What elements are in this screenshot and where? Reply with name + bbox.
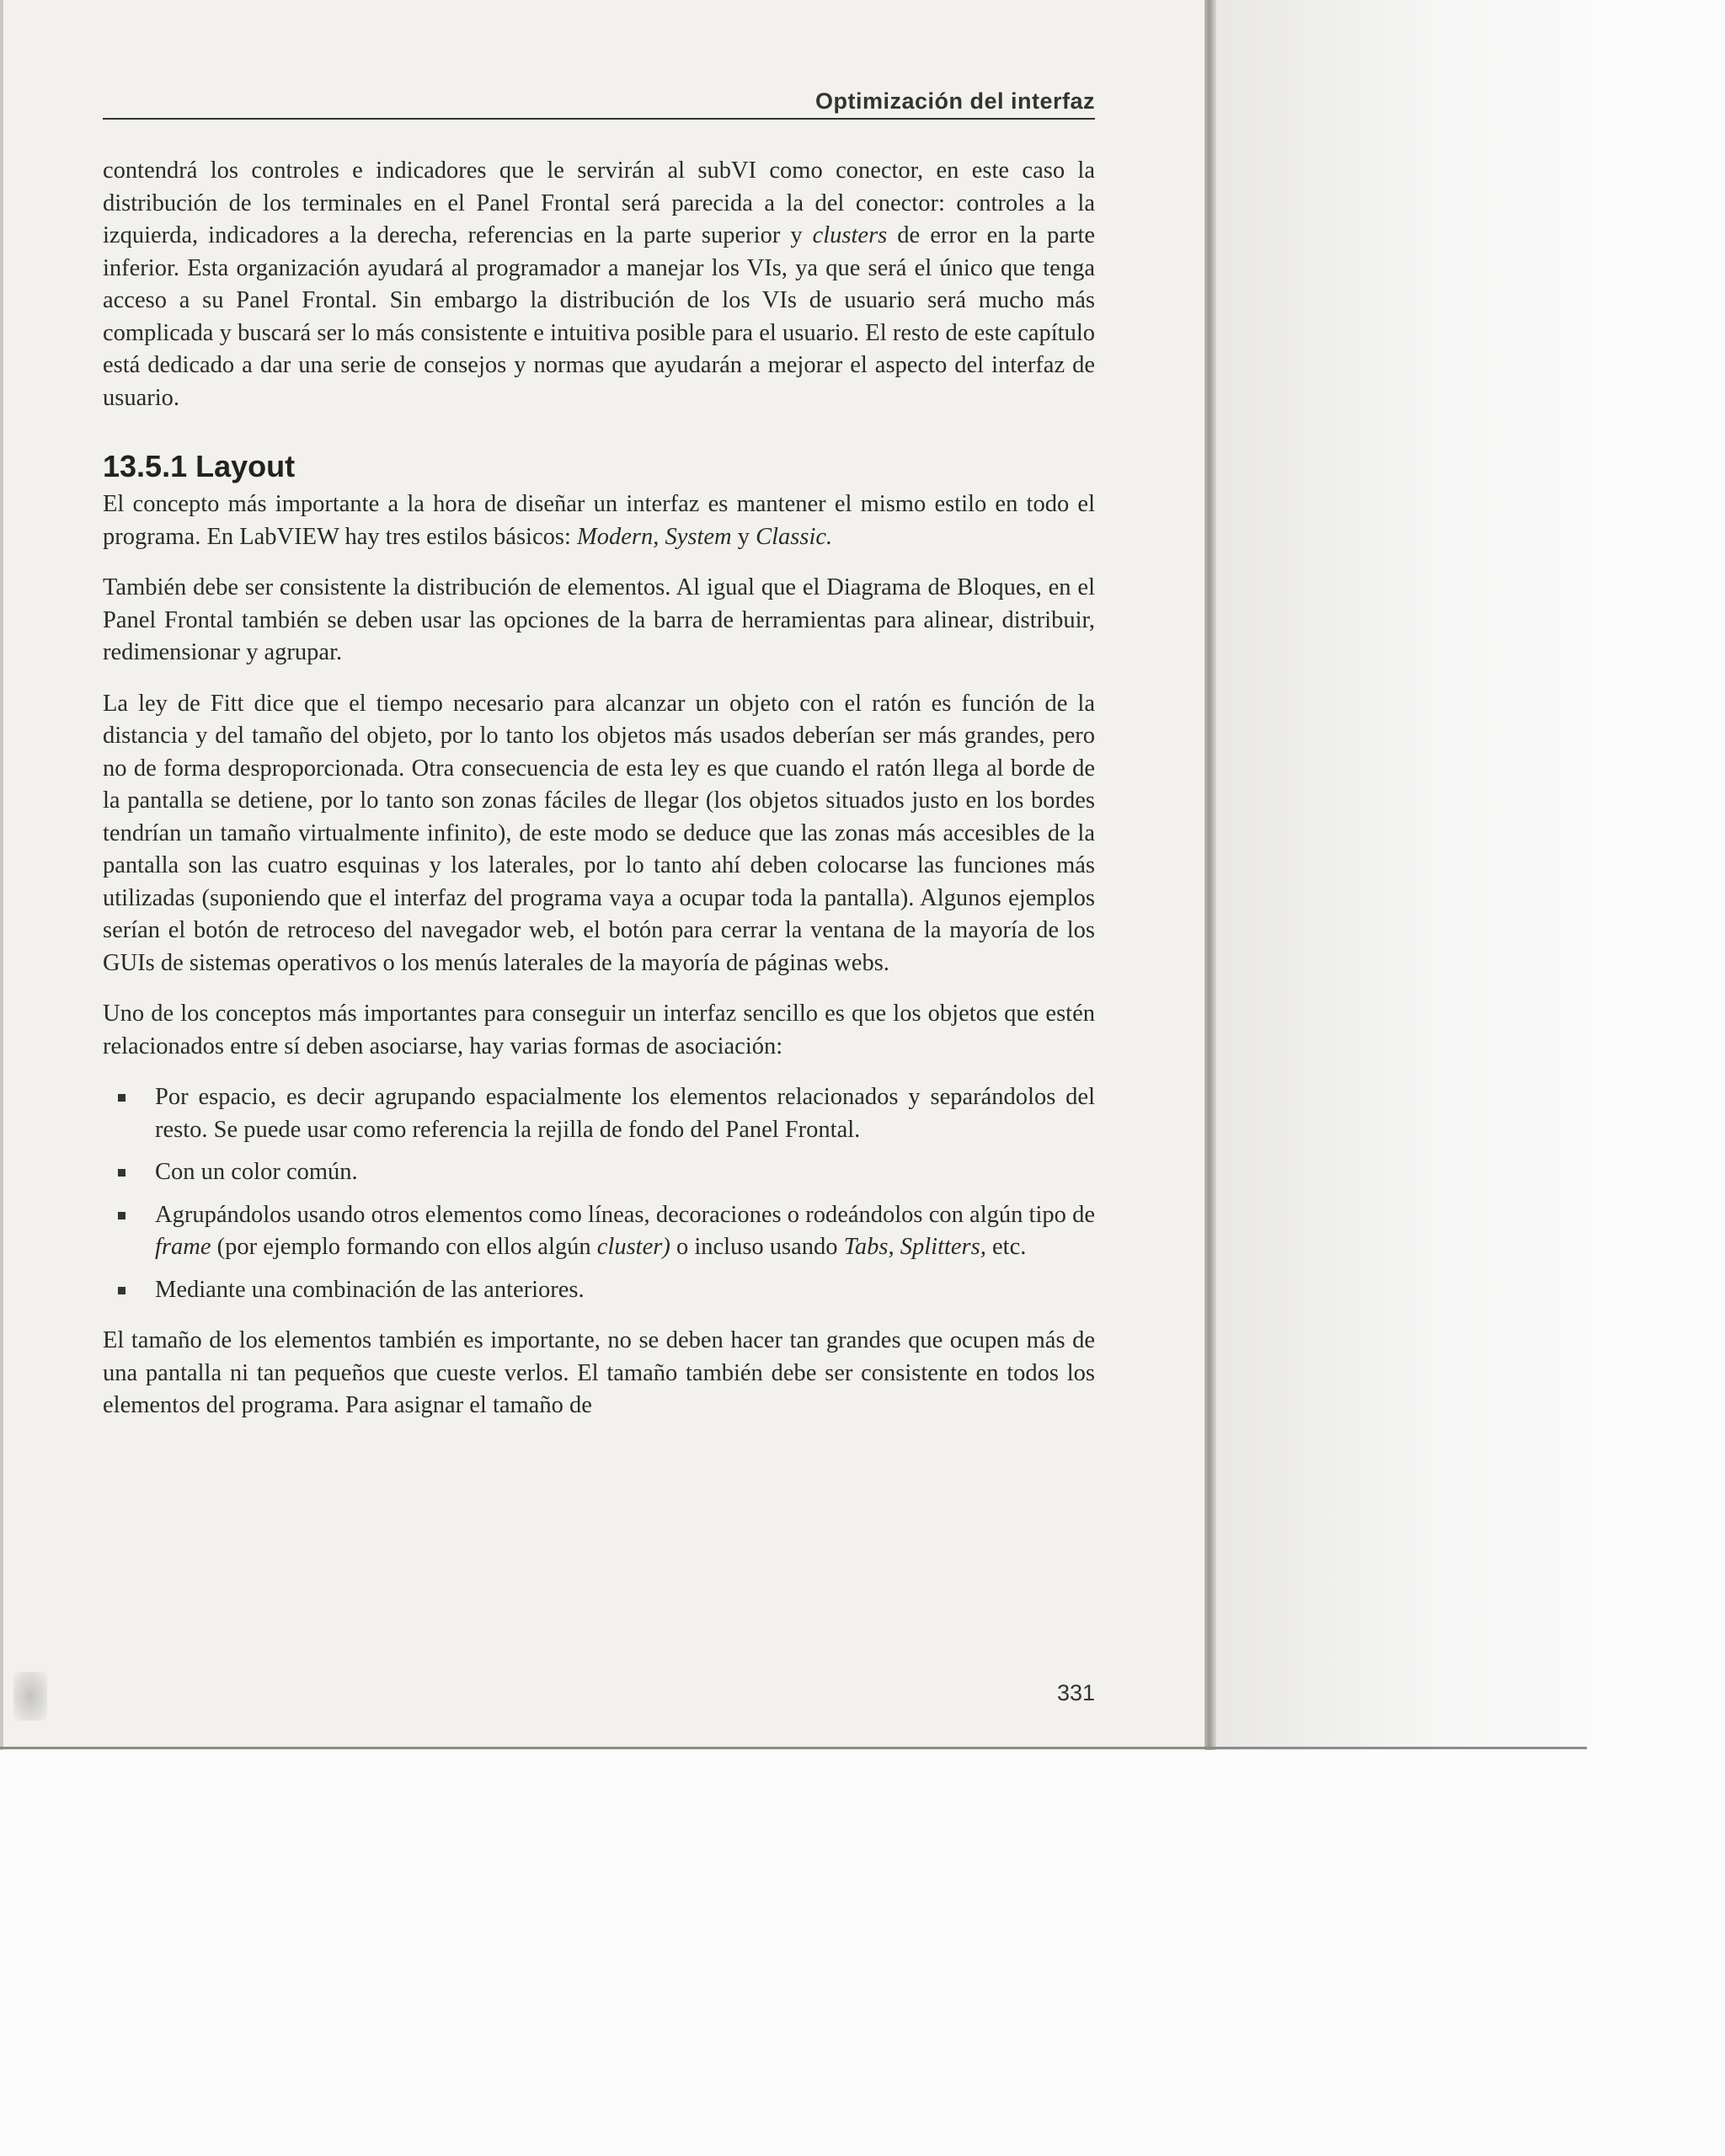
page-bottom-edge [0,1747,1587,1749]
list-item: Con un color común. [103,1156,1095,1189]
intro-paragraph: contendrá los controles e indicadores que le servirán al subVI como conector, en este caso la distribución de los terminales en el Panel Frontal será parecida a la del conector: controles a la izquierda, indicadores a la derecha, referencias en la parte superior y clusters de error en la parte inferior. Esta organización ayudará al programador a manejar los VIs, ya que será el único que tenga acceso a su Panel Frontal. Sin embargo la distribución de los VIs de usuario será mucho más complicada y buscará ser lo más consistente e intuitiva posible para el usuario. El resto de este capítulo está dedicado a dar una serie de consejos y normas que ayudarán a mejorar el aspecto del interfaz de usuario. [103,157,1096,411]
section-number: 13.5.1 [103,449,188,483]
association-paragraph: Uno de los conceptos más importantes para conseguir un interfaz sencillo es que los objetos que estén relacionados entre sí deben asociarse, hay varias formas de asociación: [103,1001,1095,1059]
page-body [103,155,1095,1441]
bullet-square-icon [118,1169,126,1177]
bullet-square-icon [118,1094,126,1102]
scan-margin [1216,0,1587,1750]
running-header: Optimización del interfaz [103,84,1095,120]
section-title: Layout [195,449,296,483]
page-left-edge [0,0,3,1750]
bullet-square-icon [118,1287,126,1294]
list-item: Por espacio, es decir agrupando espacialmente los elementos relacionados y separándolos del resto. Se puede usar como referencia la rejilla de fondo del Panel Frontal. [103,1081,1095,1146]
list-item: Agrupándolos usando otros elementos como líneas, decoraciones o rodeándolos con algún tipo de frame (por ejemplo formando con ellos algún cluster) o incluso usando Tabs, Splitters, etc. [103,1199,1095,1264]
distribution-paragraph: También debe ser consistente la distribución de elementos. Al igual que el Diagrama de Bloques, en el Panel Frontal también se deben usar las opciones de la barra de herramientas para alinear, distribuir, redimensionar y agrupar. [103,574,1095,665]
style-system: System [665,523,732,550]
list-item: Mediante una combinación de las anteriores. [103,1274,1095,1307]
styles-paragraph: El concepto más importante a la hora de diseñar un interfaz es mantener el mismo estilo en todo el programa. En LabVIEW hay tres estilos básicos: Modern, System y Classic. [103,491,1095,550]
fitt-law-paragraph: La ley de Fitt dice que el tiempo necesario para alcanzar un objeto con el ratón es función de la distancia y del tamaño del objeto, por lo tanto los objetos más usados deberían ser más grandes, pero no de forma desproporcionada. Otra consecuencia de esta ley es que cuando el ratón llega al borde de la pantalla se detiene, por lo tanto son zonas fáciles de llegar (los objetos situados justo en los bordes tendrían un tamaño virtualmente infinito), de este modo se deduce que las zonas más accesibles de la pantalla son las cuatro esquinas y los laterales, por lo tanto ahí deben colocarse las funciones más utilizadas (suponiendo que el interfaz del programa vaya a ocupar toda la pantalla). Algunos ejemplos serían el botón de retroceso del navegador web, el botón para cerrar la ventana de la mayoría de los GUIs de sistemas operativos o los menús laterales de la mayoría de páginas webs. [103,690,1095,976]
italic-term: clusters [812,222,888,248]
section-heading [103,448,1095,485]
page-right-edge-shadow [1204,0,1216,1750]
style-classic: Classic. [756,523,833,550]
page-number: 331 [1056,1680,1095,1705]
association-list [103,1081,1095,1306]
style-modern: Modern, [577,523,660,550]
size-paragraph: El tamaño de los elementos también es importante, no se deben hacer tan grandes que ocupen más de una pantalla ni tan pequeños que cueste verlos. El tamaño también debe ser consistente en todos los elementos del programa. Para asignar el tamaño de [103,1327,1095,1418]
binding-mark [13,1672,47,1721]
bullet-square-icon [118,1212,126,1219]
